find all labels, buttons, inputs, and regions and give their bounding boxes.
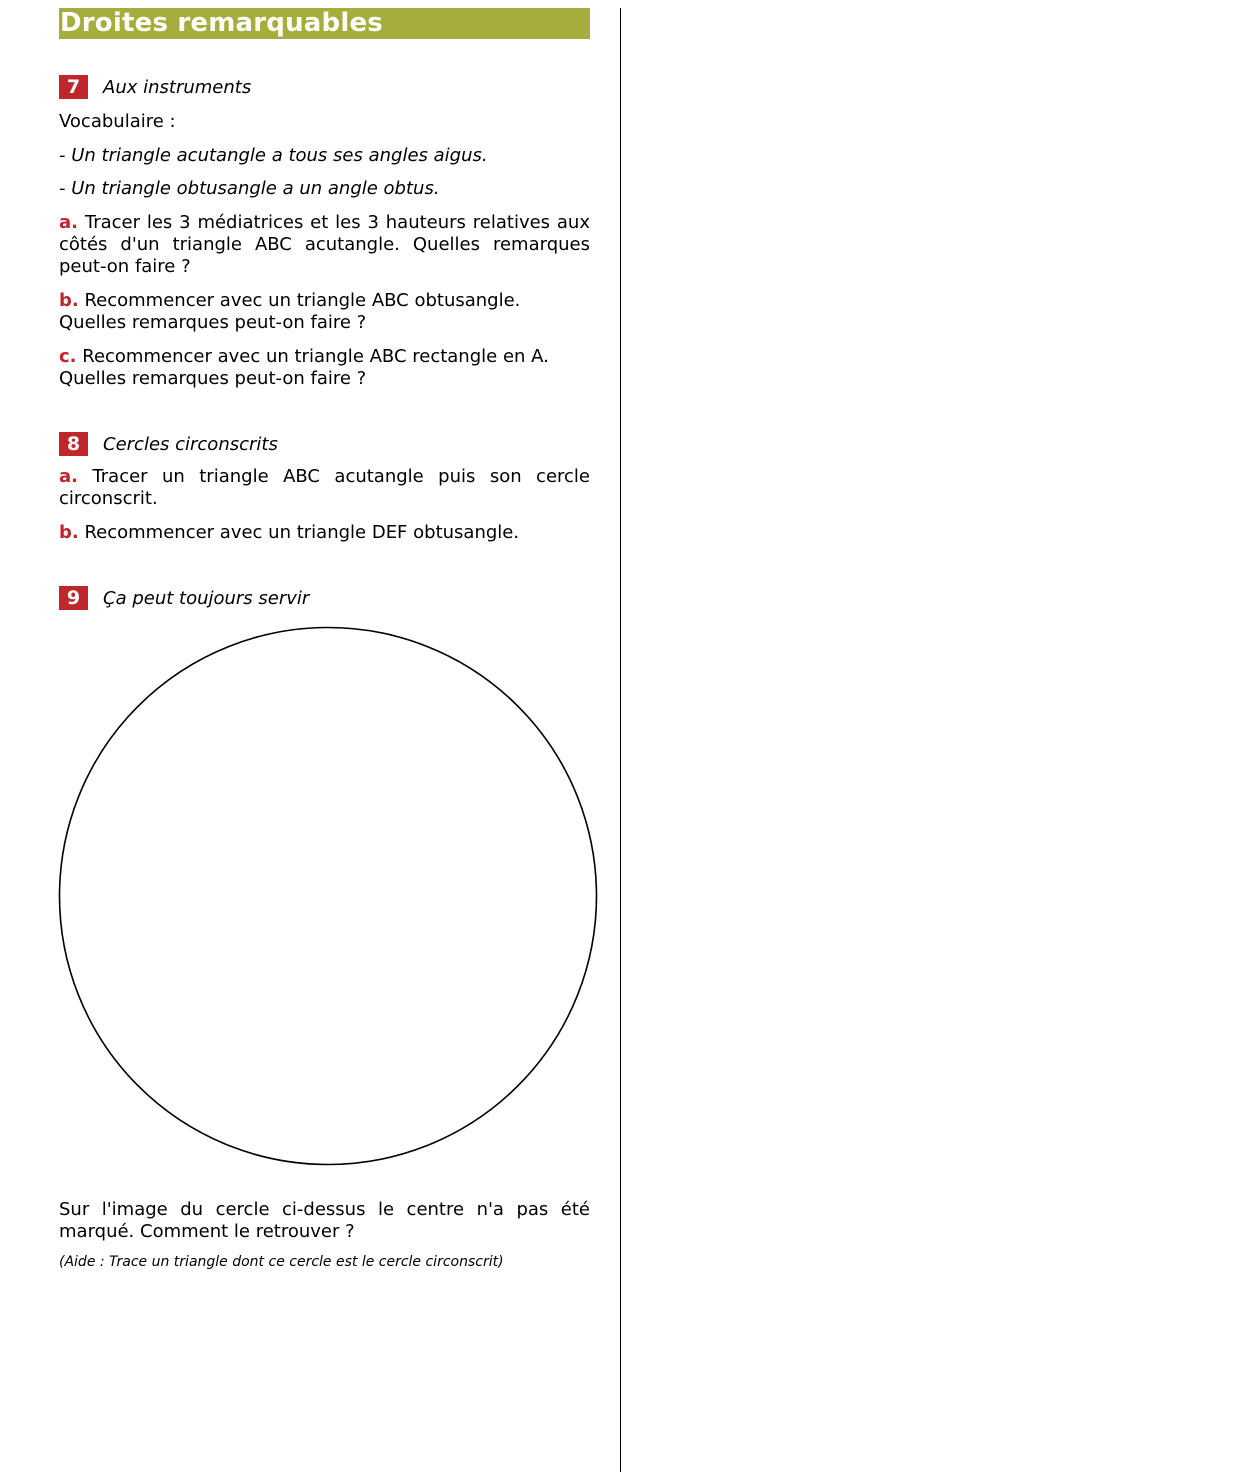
circle-outline	[60, 628, 597, 1165]
question-8b	[59, 522, 590, 544]
circle-svg	[57, 625, 599, 1167]
exercise-9-header	[59, 586, 590, 610]
question-7b	[59, 290, 590, 334]
question-text-line-2: Quelles remarques peut-on faire ?	[59, 312, 367, 333]
question-9: Sur l'image du cercle ci-dessus le centre n'a pas été marqué. Comment le retrouver ?	[59, 1199, 590, 1242]
exercise-9-body	[59, 1199, 590, 1271]
left-column	[59, 8, 590, 610]
question-label: a.	[59, 212, 78, 233]
column-divider	[620, 8, 621, 1472]
hint-text: (Aide : Trace un triangle dont ce cercle est le cercle circonscrit)	[59, 1254, 504, 1270]
question-text-line-2: Quelles remarques peut-on faire ?	[59, 368, 367, 389]
question-text: Tracer les 3 médiatrices et les 3 hauteurs relatives aux côtés d'un triangle ABC acutangle. Quelles remarques peut-on faire ?	[59, 212, 590, 277]
question-8a	[59, 466, 590, 510]
question-label: b.	[59, 290, 79, 311]
question-label: c.	[59, 346, 77, 367]
question-label: a.	[59, 466, 78, 487]
exercise-8-header	[59, 432, 590, 456]
question-7a	[59, 212, 590, 278]
question-7c	[59, 346, 590, 390]
exercise-number-badge: 7	[59, 75, 88, 99]
page-title: Droites remarquables	[59, 8, 590, 39]
exercise-title: Cercles circonscrits	[103, 433, 278, 455]
exercise-7-header	[59, 75, 590, 99]
exercise-number-badge: 9	[59, 586, 88, 610]
exercise-title: Aux instruments	[103, 76, 252, 98]
vocab-line: - Un triangle acutangle a tous ses angles aigus.	[59, 145, 488, 166]
circle-figure	[57, 625, 599, 1167]
question-label: b.	[59, 522, 79, 543]
question-text: Recommencer avec un triangle DEF obtusangle.	[84, 522, 520, 543]
exercise-title: Ça peut toujours servir	[103, 587, 310, 609]
vocab-line: - Un triangle obtusangle a un angle obtus.	[59, 178, 440, 199]
exercise-number-badge: 8	[59, 432, 88, 456]
question-text: Recommencer avec un triangle ABC obtusangle.	[84, 290, 521, 311]
vocab-heading: Vocabulaire :	[59, 111, 176, 132]
question-text: Tracer un triangle ABC acutangle puis son cercle circonscrit.	[59, 466, 590, 509]
question-text: Recommencer avec un triangle ABC rectangle en A.	[82, 346, 549, 367]
